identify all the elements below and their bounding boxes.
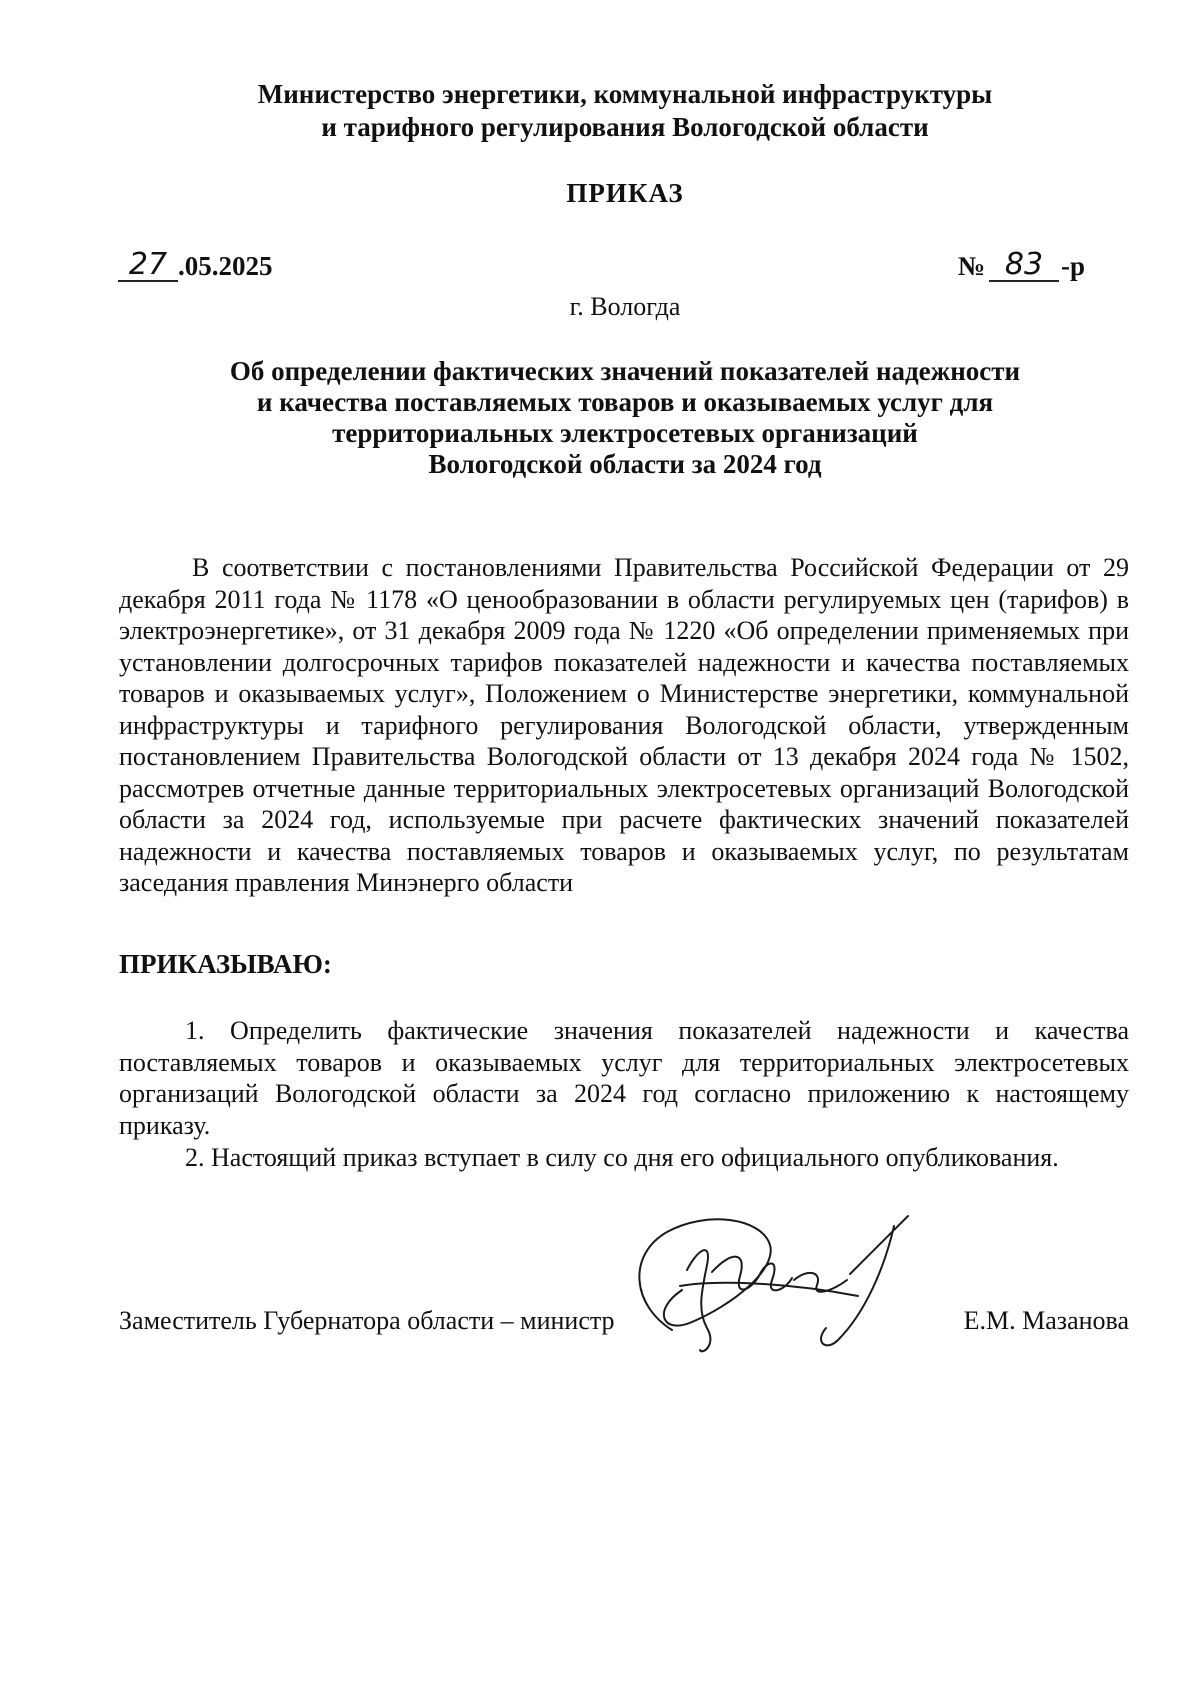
order-keyword: ПРИКАЗЫВАЮ: xyxy=(119,949,332,979)
title-line-2: и качества поставляемых товаров и оказываемых услуг для xyxy=(256,387,994,417)
number-sign: № xyxy=(957,251,985,281)
signatory-position: Заместитель Губернатора области – министр xyxy=(119,1306,615,1335)
handwritten-date-day: 27 xyxy=(118,250,178,282)
order-item-1: 1. Определить фактические значения показателей надежности и качества поставляемых товаров и оказываемых услуг для территориальных электросетевых организаций Вологодской области за 2024 год согласно приложению к настоящему приказу. xyxy=(119,1016,1129,1140)
handwritten-order-number: 83 xyxy=(989,250,1059,282)
ministry-name-line-1: Министерство энергетики, коммунальной инфраструктуры xyxy=(257,79,993,109)
title-line-3: территориальных электросетевых организаций xyxy=(332,418,918,448)
title-line-1: Об определении фактических значений показателей надежности xyxy=(229,356,1021,386)
order-item-2: 2. Настоящий приказ вступает в силу со дня его официального опубликования. xyxy=(185,1143,1059,1172)
handwritten-signature xyxy=(612,1210,912,1360)
order-title xyxy=(0,356,1200,480)
number-suffix: -р xyxy=(1060,251,1085,281)
signatory-name: Е.М. Мазанова xyxy=(963,1306,1129,1335)
city: г. Вологда xyxy=(569,292,681,321)
date-month-year: .05.2025 xyxy=(178,251,273,281)
order-date xyxy=(118,247,273,282)
order-number xyxy=(957,247,1085,282)
ministry-name-line-2: и тарифного регулирования Вологодской области xyxy=(321,112,929,142)
document-type: ПРИКАЗ xyxy=(566,178,684,208)
title-line-4: Вологодской области за 2024 год xyxy=(428,449,822,479)
preamble-paragraph: В соответствии с постановлениями Правительства Российской Федерации от 29 декабря 2011 года № 1178 «О ценообразовании в области регулируемых цен (тарифов) в электроэнергетике», от 31 декабря 2009 года № 1220 «Об определении применяемых при установлении долгосрочных тарифов показателей надежности и качества поставляемых товаров и оказываемых услуг», Положением о Министерстве энергетики, коммунальной инфраструктуры и тарифного регулирования Вологодской области, утвержденным постановлением Правительства Вологодской области от 13 декабря 2024 года № 1502, рассмотрев отчетные данные территориальных электросетевых организаций Вологодской области за 2024 год, используемые при расчете фактических значений показателей надежности и качества поставляемых товаров и оказываемых услуг, по результатам заседания правления Минэнерго области xyxy=(119,553,1129,897)
ministry-header xyxy=(0,78,1200,144)
